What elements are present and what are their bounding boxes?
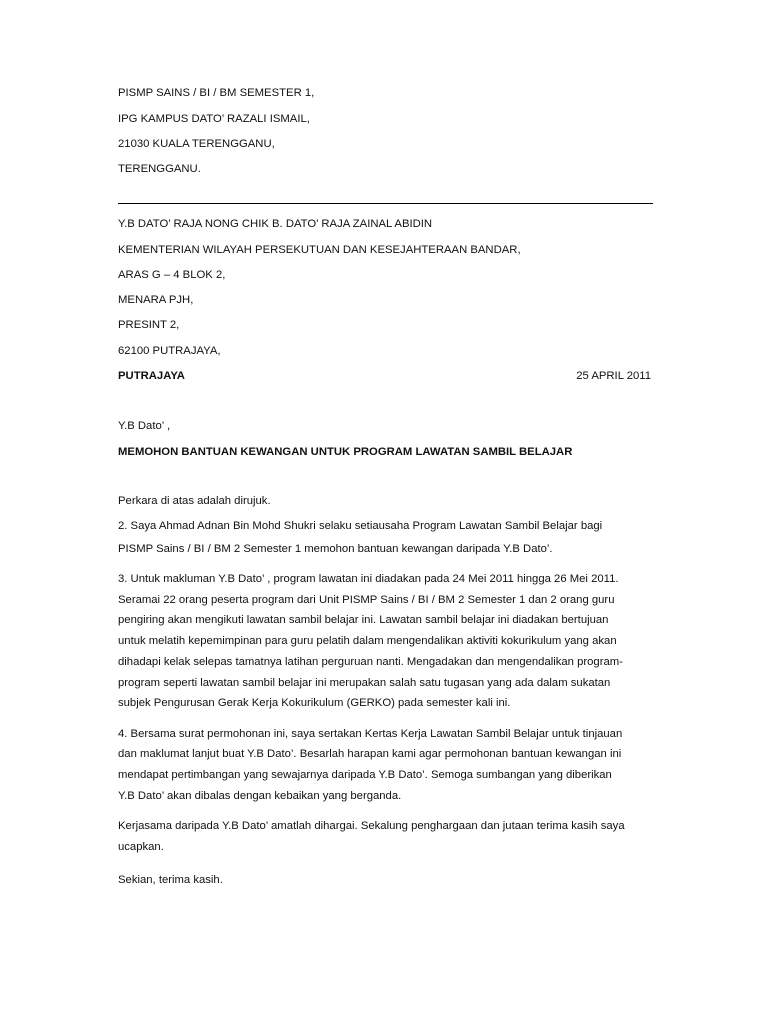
letter-date: 25 APRIL 2011 [576,370,651,382]
paragraph-5-line: ucapkan. [118,841,164,853]
paragraph-3-line: Seramai 22 orang peserta program dari Unit PISMP Sains / BI / BM 2 Semester 1 dan 2 orang guru [118,594,615,606]
recipient-address-line-1: Y.B DATO’ RAJA NONG CHIK B. DATO’ RAJA ZAINAL ABIDIN [118,218,433,230]
recipient-address-line-4: MENARA PJH, [118,294,194,306]
recipient-address-line-6: 62100 PUTRAJAYA, [118,345,221,357]
paragraph-4-line: dan maklumat lanjut buat Y.B Dato’. Besarlah harapan kami agar permohonan bantuan kewangan ini [118,748,622,760]
paragraph-5-line: Kerjasama daripada Y.B Dato’ amatlah dihargai. Sekalung penghargaan dan jutaan terima kasih saya [118,820,625,832]
sender-address-line-4: TERENGGANU. [118,163,201,175]
paragraph-3-line: pengiring akan mengikuti lawatan sambil belajar ini. Lawatan sambil belajar ini diadakan bertujuan [118,614,609,626]
salutation: Y.B Dato’ , [118,420,171,432]
closing: Sekian, terima kasih. [118,874,223,886]
recipient-city: PUTRAJAYA [118,370,185,382]
paragraph-3-line: dihadapi kelak selepas tamatnya latihan perguruan nanti. Mengadakan dan mengendalikan program- [118,656,623,668]
paragraph-3-line: untuk melatih kepemimpinan para guru pelatih dalam mengendalikan aktiviti kokurikulum yang akan [118,635,617,647]
letter-subject: MEMOHON BANTUAN KEWANGAN UNTUK PROGRAM LAWATAN SAMBIL BELAJAR [118,446,573,458]
paragraph-1: Perkara di atas adalah dirujuk. [118,495,271,507]
paragraph-4-line: mendapat pertimbangan yang sewajarnya daripada Y.B Dato’. Semoga sumbangan yang diberikan [118,769,612,781]
paragraph-3-line: 3. Untuk makluman Y.B Dato’ , program lawatan ini diadakan pada 24 Mei 2011 hingga 26 Mei 2011. [118,573,619,585]
paragraph-3-line: program seperti lawatan sambil belajar ini merupakan salah satu tugasan yang ada dalam sukatan [118,677,611,689]
paragraph-2-line: 2. Saya Ahmad Adnan Bin Mohd Shukri selaku setiausaha Program Lawatan Sambil Belajar bagi [118,520,603,532]
sender-address-line-1: PISMP SAINS / BI / BM SEMESTER 1, [118,87,315,99]
header-divider [118,203,653,204]
recipient-address-line-3: ARAS G – 4 BLOK 2, [118,269,226,281]
paragraph-3-line: subjek Pengurusan Gerak Kerja Kokurikulum (GERKO) pada semester kali ini. [118,697,511,709]
paragraph-4-line: 4. Bersama surat permohonan ini, saya sertakan Kertas Kerja Lawatan Sambil Belajar untuk tinjauan [118,728,623,740]
paragraph-4-line: Y.B Dato’ akan dibalas dengan kebaikan yang berganda. [118,790,402,802]
sender-address-line-2: IPG KAMPUS DATO’ RAZALI ISMAIL, [118,113,310,125]
sender-address-line-3: 21030 KUALA TERENGGANU, [118,138,275,150]
paragraph-2-line: PISMP Sains / BI / BM 2 Semester 1 memohon bantuan kewangan daripada Y.B Dato’. [118,543,553,555]
recipient-address-line-5: PRESINT 2, [118,319,180,331]
recipient-address-line-2: KEMENTERIAN WILAYAH PERSEKUTUAN DAN KESEJAHTERAAN BANDAR, [118,244,521,256]
